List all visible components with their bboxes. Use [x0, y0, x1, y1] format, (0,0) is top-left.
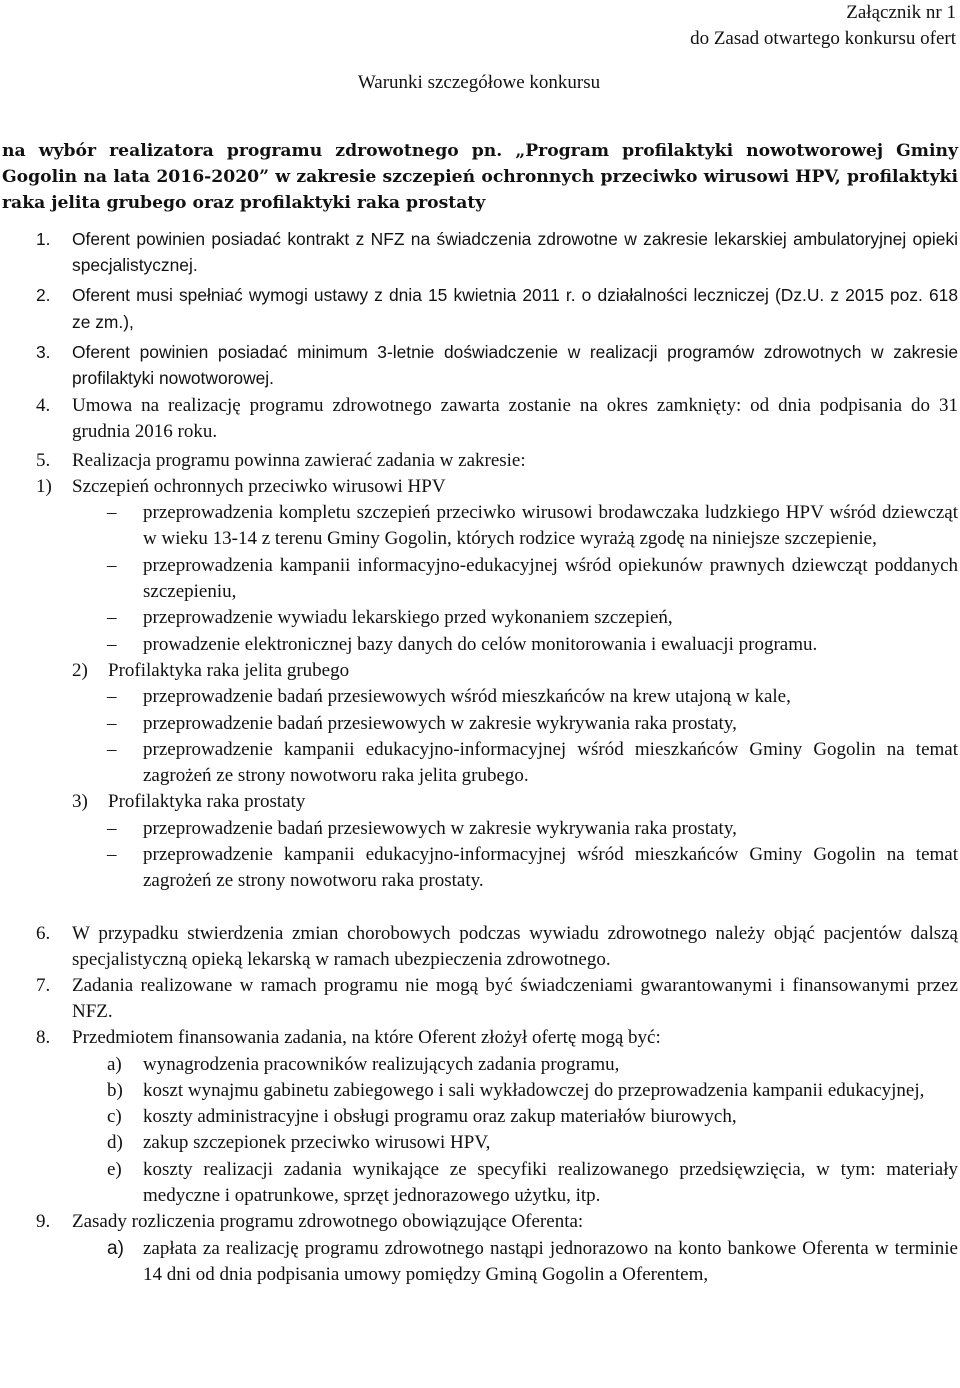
- point-8: 8. Przedmiotem finansowania zadania, na które Oferent złożył ofertę mogą być:: [36, 1027, 661, 1049]
- point-8-item: c) koszty administracyjne i obsługi programu oraz zakup materiałów biurowych,: [107, 1106, 737, 1128]
- section-2-item: – przeprowadzenie badań przesiewowych w zakresie wykrywania raka prostaty,: [107, 712, 737, 734]
- section-2-heading: 2) Profilaktyka raka jelita grubego: [72, 659, 350, 681]
- point-8-item: e) koszty realizacji zadania wynikające ze specyfiki realizowanego przedsięwzięcia, w tym: materiały medyczne i opatrunkowe, sprzęt jednorazowego użytku, itp.: [107, 1158, 958, 1207]
- point-1: 1. Oferent powinien posiadać kontrakt z NFZ na świadczenia zdrowotne w zakresie lekarskiej ambulatoryjnej opieki specjalistycznej.: [36, 229, 958, 276]
- annex-header: [0, 0, 960, 52]
- section-3-heading: 3) Profilaktyka raka prostaty: [72, 791, 306, 813]
- point-9: 9. Zasady rozliczenia programu zdrowotnego obowiązujące Oferenta:: [36, 1211, 584, 1233]
- point-8-item: d) zakup szczepionek przeciwko wirusowi HPV,: [107, 1132, 491, 1154]
- point-8-item: b) koszt wynajmu gabinetu zabiegowego i sali wykładowczej do przeprowadzenia kampanii edukacyjnej,: [107, 1079, 925, 1101]
- point-9-item: a) zapłata za realizację programu zdrowotnego nastąpi jednorazowo na konto bankowe Oferenta w terminie 14 dni od dnia podpisania umowy pomiędzy Gminą Gogolin a Oferentem,: [107, 1237, 958, 1285]
- point-3: 3. Oferent powinien posiadać minimum 3-letnie doświadczenie w realizacji programów zdrowotnych w zakresie profilaktyki nowotworowej.: [36, 341, 958, 389]
- annex-number: Załącznik nr 1: [846, 2, 956, 23]
- point-6: 6. W przypadku stwierdzenia zmian chorobowych podczas wywiadu zdrowotnego należy objąć pacjentów dalszą specjalistyczną opieką lekarską w ramach ubezpieczenia zdrowotnego.: [36, 922, 958, 970]
- section-1-heading: 1) Szczepień ochronnych przeciwko wirusowi HPV: [36, 475, 446, 497]
- section-2-item: – przeprowadzenie badań przesiewowych wśród mieszkańców na krew utajoną w kale,: [107, 686, 791, 708]
- point-5: 5. Realizacja programu powinna zawierać zadania w zakresie:: [36, 449, 526, 471]
- section-1-item: – przeprowadzenie wywiadu lekarskiego przed wykonaniem szczepień,: [107, 607, 673, 629]
- section-1-item: – przeprowadzenia kompletu szczepień przeciwko wirusowi brodawczaka ludzkiego HPV wśród dziewcząt w wieku 13-14 z terenu Gminy Gogolin, których rodzice wyrażą zgodę na niniejsze szczepienie,: [107, 502, 958, 550]
- point-7: 7. Zadania realizowane w ramach programu nie mogą być świadczeniami gwarantowanymi i finansowanymi przez NFZ.: [36, 974, 958, 1023]
- point-8-item: a) wynagrodzenia pracowników realizujących zadania programu,: [107, 1053, 620, 1075]
- document-title: Warunki szczegółowe konkursu: [357, 72, 601, 93]
- section-3-item: – przeprowadzenie kampanii edukacyjno-informacyjnej wśród mieszkańców Gminy Gogolin na temat zagrożeń ze strony nowotworu raka prostaty.: [107, 843, 958, 892]
- point-4: 4. Umowa na realizację programu zdrowotnego zawarta zostanie na okres zamknięty: od dnia podpisania do 31 grudnia 2016 roku.: [36, 395, 958, 443]
- section-3-item: – przeprowadzenie badań przesiewowych w zakresie wykrywania raka prostaty,: [107, 817, 737, 839]
- intro-paragraph: na wybór realizatora programu zdrowotnego pn. „Program profilaktyki nowotworowej Gminy Gogolin na lata 2016-2020” w zakresie szczepień ochronnych przeciwko wirusowi HPV, profilaktyki raka jelita grubego oraz profilaktyki raka prostaty: [2, 141, 958, 213]
- point-2: 2. Oferent musi spełniać wymogi ustawy z dnia 15 kwietnia 2011 r. o działalności leczniczej (Dz.U. z 2015 poz. 618 ze zm.),: [36, 285, 958, 332]
- section-2-item: – przeprowadzenie kampanii edukacyjno-informacyjnej wśród mieszkańców Gminy Gogolin na temat zagrożeń ze strony nowotworu raka jelita grubego.: [107, 738, 958, 787]
- annex-subtitle: do Zasad otwartego konkursu ofert: [690, 28, 956, 49]
- section-1-item: – prowadzenie elektronicznej bazy danych do celów monitorowania i ewaluacji programu.: [107, 633, 818, 655]
- section-1-item: – przeprowadzenia kampanii informacyjno-edukacyjnej wśród opiekunów prawnych dziewcząt poddanych szczepieniu,: [107, 554, 958, 603]
